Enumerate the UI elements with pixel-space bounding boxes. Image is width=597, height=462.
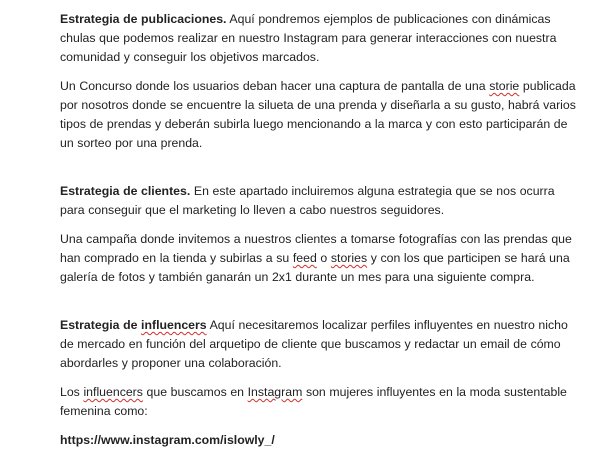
clientes-body-paragraph: [60, 230, 580, 287]
publicaciones-intro-paragraph: [60, 10, 580, 67]
influencers-body-text-3: son mujeres influyentes en la moda sustentable femenina como:: [60, 385, 567, 418]
influencers-heading: [60, 318, 207, 332]
publicaciones-body-text-1: Un Concurso donde los usuarios deban hacer una captura de pantalla de una: [60, 79, 490, 93]
document-page: [60, 10, 580, 450]
publicaciones-intro-text: Aquí pondremos ejemplos de publicaciones con dinámicas chulas que podemos realizar en nuestro Instagram para generar interacciones con nuestra comunidad y conseguir los objetivos marcados.: [60, 12, 557, 64]
clientes-body-text-2: o: [316, 251, 331, 265]
clientes-intro-text: En este apartado incluiremos alguna estrategia que se nos ocurra para conseguir que el marketing lo lleven a cabo nuestros seguidores.: [60, 184, 555, 217]
spellcheck-word-influencers-heading: influencers: [141, 318, 207, 332]
influencers-intro-text: Aquí necesitaremos localizar perfiles influyentes en nuestro nicho de mercado en función del arquetipo de cliente que buscamos y redactar un email de cómo abordarles y proponer una colaboración.: [60, 318, 568, 370]
influencers-heading-prefix: Estrategia de: [60, 318, 142, 332]
spellcheck-word-instagram: Instagram: [247, 385, 303, 399]
clientes-intro-paragraph: [60, 182, 580, 220]
publicaciones-body-text-2: publicada por nosotros donde se encuentre la silueta de una prenda y diseñarla a su gusto, habrá varios tipos de prendas y deberán subirla luego mencionando a la marca y con esto participarán de un sorteo por una prenda.: [60, 79, 576, 150]
clientes-body-text-1: Una campaña donde invitemos a nuestros clientes a tomarse fotografías con las prendas que han comprado en la tienda y subirlas a su: [60, 232, 572, 265]
clientes-body-text-3: y con los que participen se hará una galería de fotos y también ganarán un 2x1 durante un mes para una siguiente compra.: [60, 251, 570, 284]
spellcheck-word-feed: feed: [292, 251, 317, 265]
influencers-body-text-1: Los: [60, 385, 84, 399]
spellcheck-word-stories: stories: [330, 251, 368, 265]
spellcheck-word-influencers: influencers: [83, 385, 143, 399]
influencers-intro-paragraph: [60, 316, 580, 373]
publicaciones-heading: Estrategia de publicaciones.: [60, 12, 227, 26]
clientes-heading: Estrategia de clientes.: [60, 184, 191, 198]
publicaciones-body-paragraph: [60, 77, 580, 153]
instagram-link[interactable]: https://www.instagram.com/islowly_/: [60, 433, 275, 447]
influencers-body-text-2: que buscamos en: [142, 385, 248, 399]
spellcheck-word-storie: storie: [489, 79, 520, 93]
influencers-body-paragraph: [60, 383, 580, 421]
